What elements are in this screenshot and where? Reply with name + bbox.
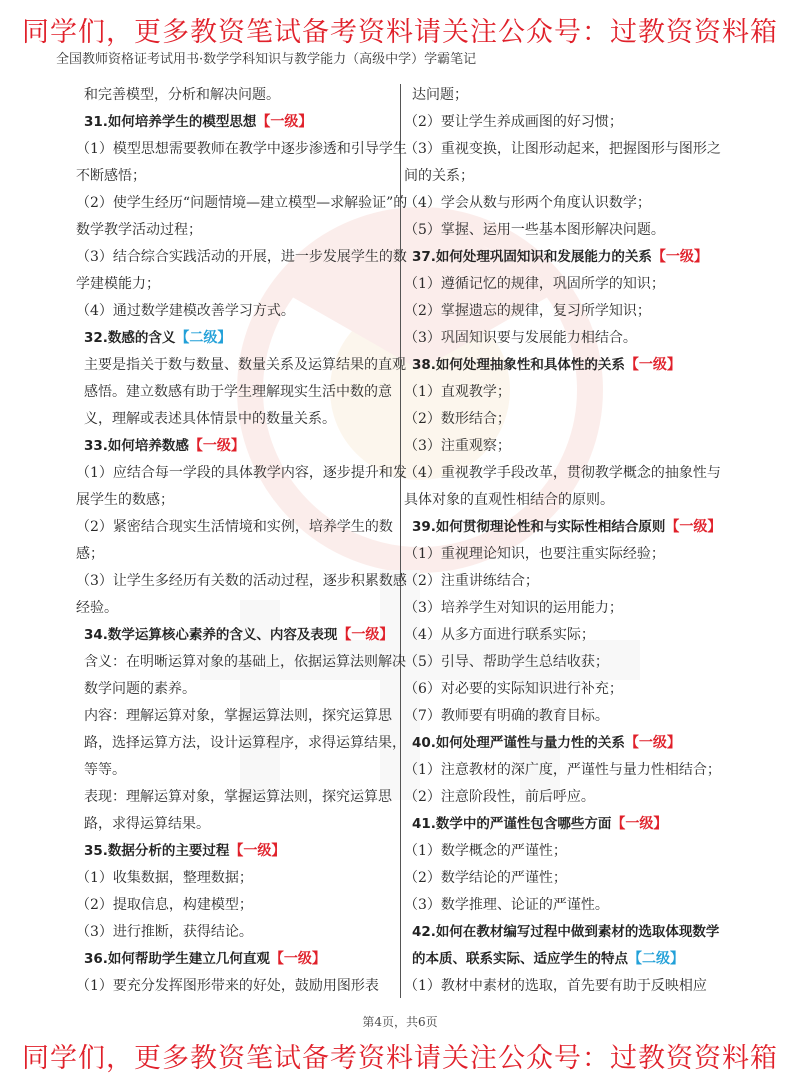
- list-item: （3）培养学生对知识的运用能力；: [404, 600, 623, 616]
- list-item: （3）数学推理、论证的严谨性。: [404, 897, 609, 913]
- section-39: [404, 514, 732, 730]
- section-42: [404, 919, 732, 1000]
- list-item: （1）要充分发挥图形带来的好处，鼓励用图形表: [76, 978, 379, 994]
- level-tag: 【二级】: [175, 330, 232, 346]
- list-item: （1）模型思想需要教师在教学中逐步渗透和引导学生不断感悟；: [76, 141, 407, 184]
- section-title: 41.数学中的严谨性包含哪些方面: [412, 816, 612, 832]
- level-tag: 【一级】: [611, 816, 668, 832]
- list-item: （2）提取信息，构建模型；: [76, 897, 253, 913]
- list-item: （4）从多方面进行联系实际；: [404, 627, 595, 643]
- list-item: （2）要让学生养成画图的好习惯；: [404, 114, 623, 130]
- list-item: （1）遵循记忆的规律，巩固所学的知识；: [404, 276, 665, 292]
- right-column: [404, 82, 732, 1000]
- list-item: （2）数形结合；: [404, 411, 511, 427]
- list-item: （2）数学结论的严谨性；: [404, 870, 567, 886]
- continuation-text: 达问题；: [412, 87, 468, 103]
- level-tag: 【一级】: [665, 519, 722, 535]
- section-title: 32.数感的含义: [84, 330, 176, 346]
- section-41: [404, 811, 732, 919]
- section-35: [76, 838, 414, 946]
- list-item: （3）注重观察；: [404, 438, 511, 454]
- section-title: 39.如何贯彻理论性和与实际性相结合原则: [412, 519, 666, 535]
- list-item: 内容：理解运算对象，掌握运算法则，探究运算思路，选择运算方法，设计运算程序，求得运算结果，等等。: [84, 708, 406, 778]
- section-31: [76, 109, 414, 325]
- list-item: （1）重视理论知识，也要注重实际经验；: [404, 546, 665, 562]
- list-item: （5）引导、帮助学生总结收获；: [404, 654, 609, 670]
- section-40: [404, 730, 732, 811]
- level-tag: 【一级】: [624, 357, 681, 373]
- list-item: （2）注重讲练结合；: [404, 573, 539, 589]
- level-tag: 【一级】: [229, 843, 286, 859]
- page-number: 第4页，共6页: [362, 1015, 438, 1029]
- level-tag: 【一级】: [269, 951, 326, 967]
- section-title: 31.如何培养学生的模型思想: [84, 114, 257, 130]
- list-item: （3）让学生多经历有关数的活动过程，逐步积累数感经验。: [76, 573, 407, 616]
- list-item: （3）重视变换，让图形动起来，把握图形与图形之间的关系；: [404, 141, 721, 184]
- continuation-text: 和完善模型，分析和解决问题。: [84, 87, 280, 103]
- level-tag: 【一级】: [256, 114, 313, 130]
- section-37: [404, 244, 732, 352]
- section-title: 35.数据分析的主要过程: [84, 843, 230, 859]
- section-title: 33.如何培养数感: [84, 438, 189, 454]
- left-column: [76, 82, 414, 1000]
- list-item: （1）数学概念的严谨性；: [404, 843, 567, 859]
- level-tag: 【一级】: [337, 627, 394, 643]
- list-item: （4）学会从数与形两个角度认识数学；: [404, 195, 651, 211]
- level-tag: 【一级】: [651, 249, 708, 265]
- list-item: （2）注意阶段性，前后呼应。: [404, 789, 595, 805]
- section-title: 34.数学运算核心素养的含义、内容及表现: [84, 627, 338, 643]
- level-tag: 【一级】: [188, 438, 245, 454]
- list-item: （3）巩固知识要与发展能力相结合。: [404, 330, 637, 346]
- level-tag: 【一级】: [624, 735, 681, 751]
- section-38: [404, 352, 732, 514]
- list-item: （4）重视教学手段改革，贯彻教学概念的抽象性与具体对象的直观性相结合的原则。: [404, 465, 721, 508]
- section-title: 36.如何帮助学生建立几何直观: [84, 951, 270, 967]
- list-item: （5）掌握、运用一些基本图形解决问题。: [404, 222, 665, 238]
- list-item: （3）结合综合实践活动的开展，进一步发展学生的数学建模能力；: [76, 249, 407, 292]
- top-banner: 同学们，更多教资笔试备考资料请关注公众号：过教资资料箱: [22, 17, 778, 48]
- list-item: （2）紧密结合现实生活情境和实例，培养学生的数感；: [76, 519, 393, 562]
- list-item: （1）收集数据，整理数据；: [76, 870, 253, 886]
- section-32: [84, 325, 414, 433]
- list-item: （7）教师要有明确的教育目标。: [404, 708, 609, 724]
- section-title: 40.如何处理严谨性与量力性的关系: [412, 735, 625, 751]
- list-item: （6）对必要的实际知识进行补充；: [404, 681, 623, 697]
- list-item: （4）通过数学建模改善学习方式。: [76, 303, 295, 319]
- list-item: （2）使学生经历“问题情境—建立模型—求解验证”的数学教学活动过程；: [76, 195, 408, 238]
- level-tag: 【二级】: [628, 951, 684, 967]
- section-title: 38.如何处理抽象性和具体性的关系: [412, 357, 625, 373]
- section-33: [76, 433, 414, 622]
- list-item: （1）教材中素材的选取，首先要有助于反映相应: [404, 978, 707, 994]
- bottom-banner: 同学们，更多教资笔试备考资料请关注公众号：过教资资料箱: [22, 1043, 778, 1074]
- list-item: 表现：理解运算对象，掌握运算法则，探究运算思路，求得运算结果。: [84, 789, 392, 832]
- list-item: （1）直观教学；: [404, 384, 511, 400]
- section-title: 42.如何在教材编写过程中做到素材的选取体现数学的本质、联系实际、适应学生的特点: [412, 924, 720, 967]
- list-item: （3）进行推断，获得结论。: [76, 924, 253, 940]
- list-item: 含义：在明晰运算对象的基础上，依据运算法则解决数学问题的素养。: [84, 654, 406, 697]
- list-item: （1）注意教材的深广度，严谨性与量力性相结合；: [404, 762, 721, 778]
- list-item: （1）应结合每一学段的具体教学内容，逐步提升和发展学生的数感；: [76, 465, 407, 508]
- list-item: （2）掌握遗忘的规律，复习所学知识；: [404, 303, 651, 319]
- section-title: 37.如何处理巩固知识和发展能力的关系: [412, 249, 652, 265]
- section-34: [84, 622, 414, 838]
- book-subtitle: 全国教师资格证考试用书·数学学科知识与教学能力（高级中学）学霸笔记: [56, 52, 477, 67]
- section-36-continued: [404, 109, 732, 244]
- section-36: [76, 946, 414, 1000]
- section-body: 主要是指关于数与数量、数量关系及运算结果的直观感悟。建立数感有助于学生理解现实生活中数的意义，理解或表述具体情景中的数量关系。: [84, 357, 406, 427]
